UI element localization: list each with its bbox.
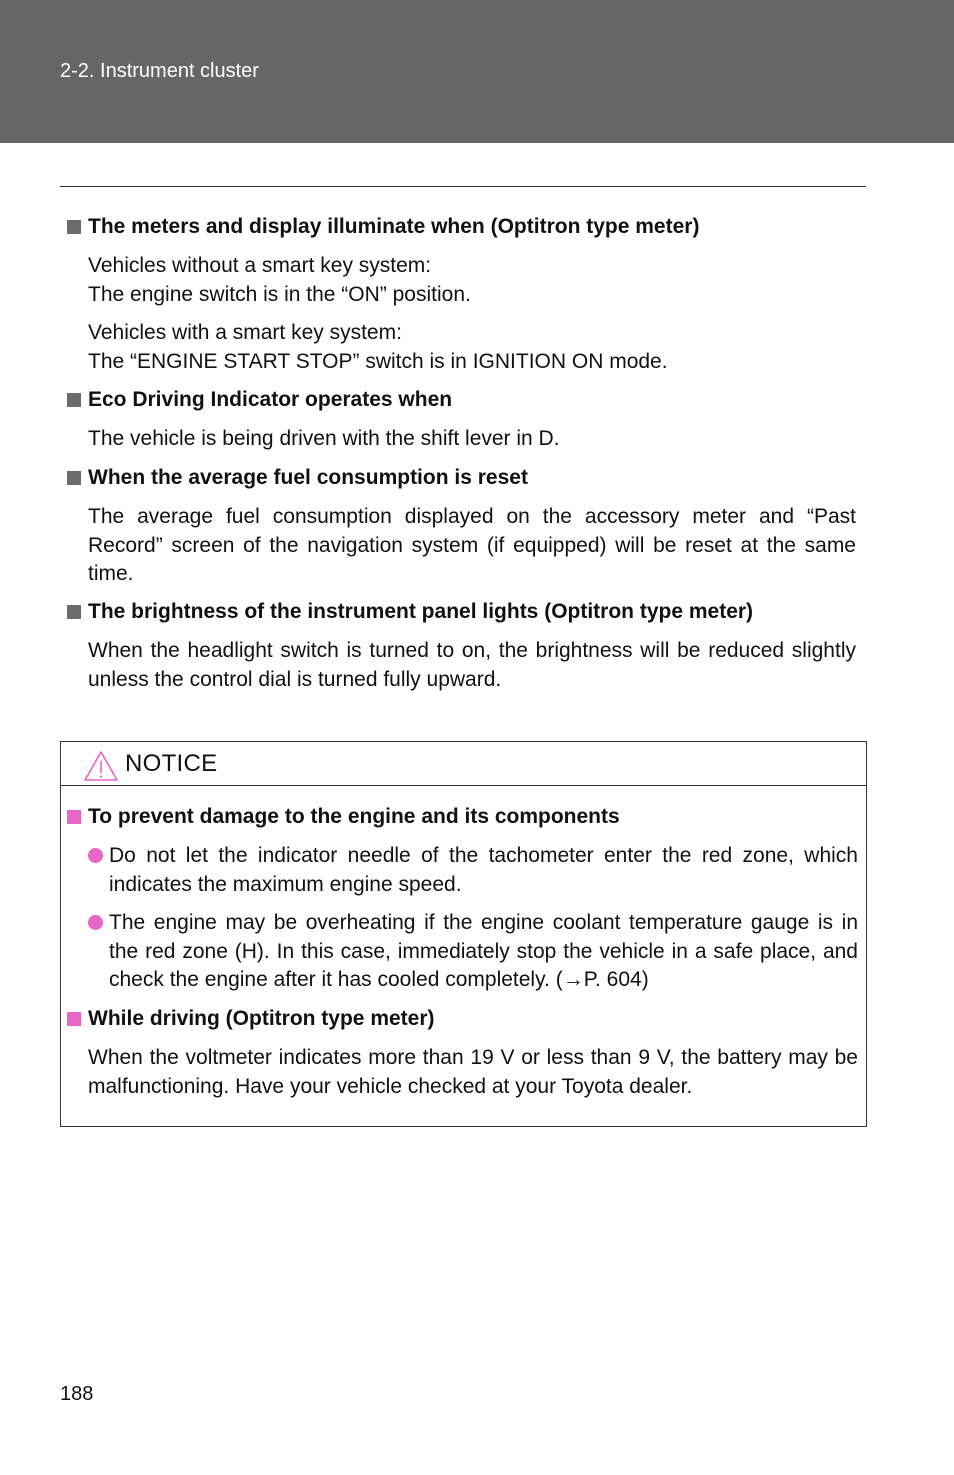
square-bullet-icon bbox=[67, 605, 81, 619]
notice-box bbox=[60, 741, 867, 1127]
paragraph: When the headlight switch is turned to on, the brightness will be reduced slightly unless the control dial is turned fully upward. bbox=[88, 639, 856, 691]
square-bullet-icon bbox=[67, 471, 81, 485]
notice-heading-text: While driving (Optitron type meter) bbox=[88, 1007, 435, 1030]
paragraph-line: Vehicles without a smart key system: bbox=[88, 254, 432, 277]
paragraph-line: The engine switch is in the “ON” position. bbox=[88, 282, 471, 306]
square-bullet-icon bbox=[67, 220, 81, 234]
paragraph-line: The “ENGINE START STOP” switch is in IGNITION ON mode. bbox=[88, 349, 668, 373]
paragraph bbox=[88, 319, 856, 376]
section-heading-text: The meters and display illuminate when (Optitron type meter) bbox=[88, 215, 700, 238]
notice-heading-text: To prevent damage to the engine and its components bbox=[88, 805, 620, 828]
section-heading-text: The brightness of the instrument panel lights (Optitron type meter) bbox=[88, 600, 754, 623]
paragraph: The average fuel consumption displayed on the accessory meter and “Past Record” screen of the navigation system (if equipped) will be reset at the same time. bbox=[88, 505, 856, 585]
warning-triangle-icon bbox=[83, 750, 119, 782]
notice-title: NOTICE bbox=[125, 750, 218, 777]
header-band bbox=[0, 0, 954, 143]
square-bullet-icon bbox=[67, 1012, 81, 1026]
section-heading-text: When the average fuel consumption is reset bbox=[88, 466, 528, 489]
page-number: 188 bbox=[60, 1383, 94, 1405]
paragraph-line: Vehicles with a smart key system: bbox=[88, 321, 402, 344]
section-heading bbox=[67, 465, 857, 491]
square-bullet-icon bbox=[67, 393, 81, 407]
notice-list-item bbox=[88, 909, 858, 995]
notice-item-text: Do not let the indicator needle of the tachometer enter the red zone, which indicates the maximum engine speed. bbox=[109, 844, 858, 896]
notice-heading bbox=[67, 1006, 857, 1032]
section-title: 2-2. Instrument cluster bbox=[60, 60, 259, 82]
paragraph: The vehicle is being driven with the shift lever in D. bbox=[88, 427, 560, 450]
section-heading-text: Eco Driving Indicator operates when bbox=[88, 388, 453, 411]
notice-item-text: The engine may be overheating if the engine coolant temperature gauge is in the red zone (H). In this case, immediately stop the vehicle in a safe place, and check the engine after it has cooled completely. (→P. 604) bbox=[109, 911, 858, 991]
section-heading bbox=[67, 387, 857, 413]
section-heading bbox=[67, 214, 857, 240]
divider bbox=[60, 186, 866, 187]
notice-heading bbox=[67, 804, 857, 830]
section-heading bbox=[67, 599, 857, 625]
notice-list-item bbox=[88, 842, 858, 899]
notice-paragraph: When the voltmeter indicates more than 19 V or less than 9 V, the battery may be malfunctioning. Have your vehicle checked at your Toyota dealer. bbox=[88, 1046, 858, 1098]
square-bullet-icon bbox=[67, 810, 81, 824]
notice-header bbox=[61, 742, 866, 786]
circle-bullet-icon bbox=[88, 915, 103, 930]
circle-bullet-icon bbox=[88, 848, 103, 863]
paragraph bbox=[88, 252, 856, 309]
